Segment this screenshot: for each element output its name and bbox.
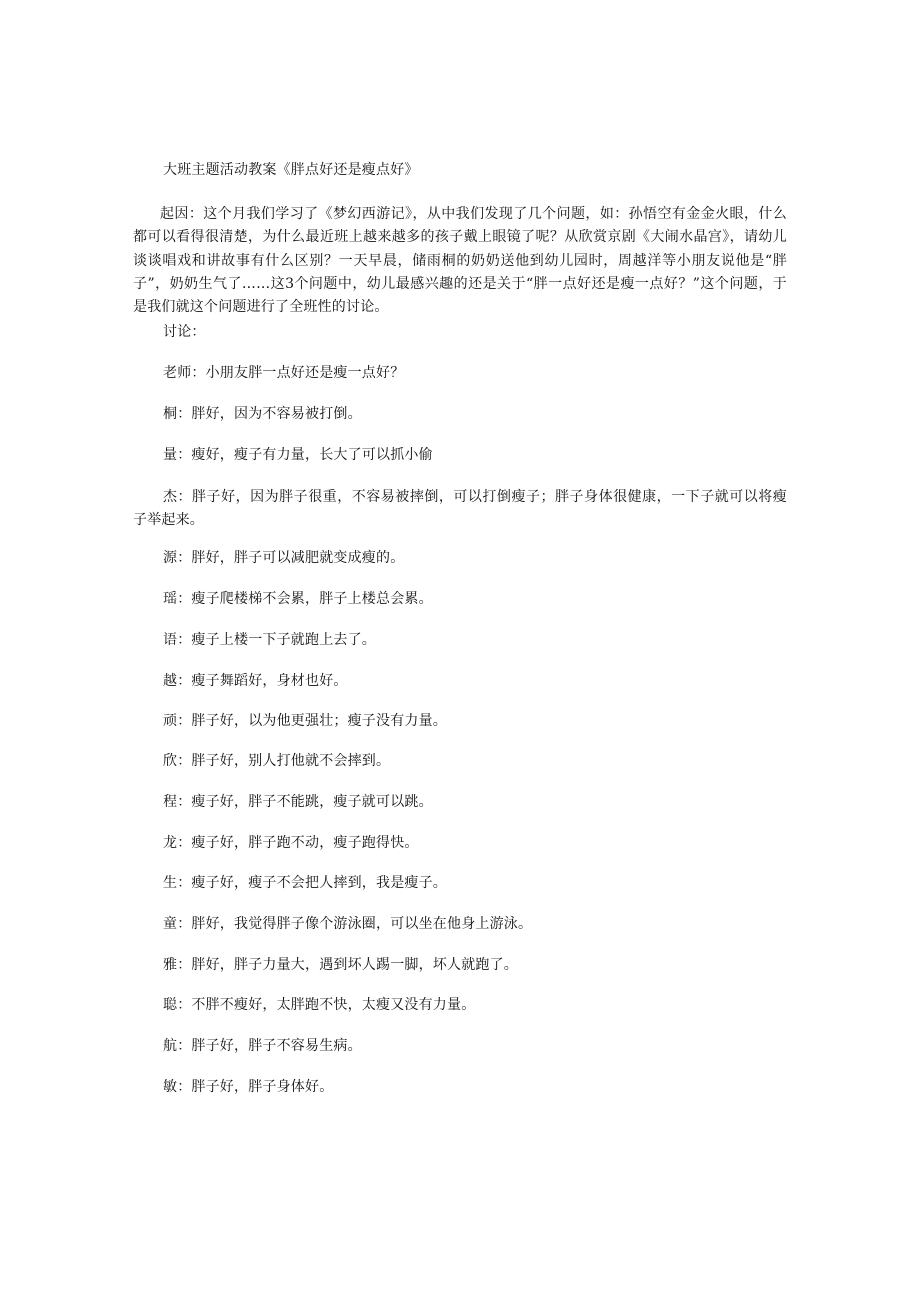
dialogue-line: 生：瘦子好，瘦子不会把人摔到，我是瘦子。 [163,875,447,891]
dialogue-line: 语：瘦子上楼一下子就跑上去了。 [163,632,376,648]
dialogue-line-teacher: 老师：小朋友胖一点好还是瘦一点好？ [163,365,405,381]
dialogue-line: 聪：不胖不瘦好，太胖跑不快，太瘦又没有力量。 [163,997,476,1013]
dialogue-line: 越：瘦子舞蹈好，身材也好。 [163,673,348,689]
dialogue-line: 源：胖好，胖子可以减肥就变成瘦的。 [163,550,405,566]
discussion-label: 讨论： [163,324,206,340]
dialogue-line: 程：瘦子好，胖子不能跳，瘦子就可以跳。 [163,794,433,810]
intro-paragraph: 起因：这个月我们学习了《梦幻西游记》，从中我们发现了几个问题，如：孙悟空有金金火眼，什么都可以看得很清楚，为什么最近班上越来越多的孩子戴上眼镜了呢？从欣赏京剧《大闹水晶宫》，请幼儿谈谈唱戏和讲故事有什么区别？一天早晨，储雨桐的奶奶送他到幼儿园时，周越洋等小朋友说他是“胖子”，奶奶生气了……这3个问题中，幼儿最感兴趣的还是关于“胖一点好还是瘦一点好？”这个问题，于是我们就这个问题进行了全班性的讨论。 [133,206,787,316]
dialogue-line: 雅：胖好，胖子力量大，遇到坏人踢一脚，坏人就跑了。 [163,957,518,973]
dialogue-line: 龙：瘦子好，胖子跑不动，瘦子跑得快。 [163,835,419,851]
dialogue-line: 量：瘦好，瘦子有力量，长大了可以抓小偷 [163,447,433,463]
document-title: 大班主题活动教案《胖点好还是瘦点好》 [163,162,419,178]
dialogue-line: 航：胖子好，胖子不容易生病。 [163,1038,362,1054]
dialogue-line: 童：胖好，我觉得胖子像个游泳圈，可以坐在他身上游泳。 [163,916,533,932]
dialogue-line: 敏：胖子好，胖子身体好。 [163,1079,334,1095]
dialogue-line: 杰：胖子好，因为胖子很重，不容易被摔倒，可以打倒瘦子；胖子身体很健康，一下子就可以将瘦子举起来。 [133,489,787,529]
dialogue-line: 桐：胖好，因为不容易被打倒。 [163,406,362,422]
dialogue-line: 顽：胖子好，以为他更强壮；瘦子没有力量。 [163,713,447,729]
dialogue-line: 瑶：瘦子爬楼梯不会累，胖子上楼总会累。 [163,591,433,607]
dialogue-line: 欣：胖子好，别人打他就不会摔到。 [163,753,391,769]
